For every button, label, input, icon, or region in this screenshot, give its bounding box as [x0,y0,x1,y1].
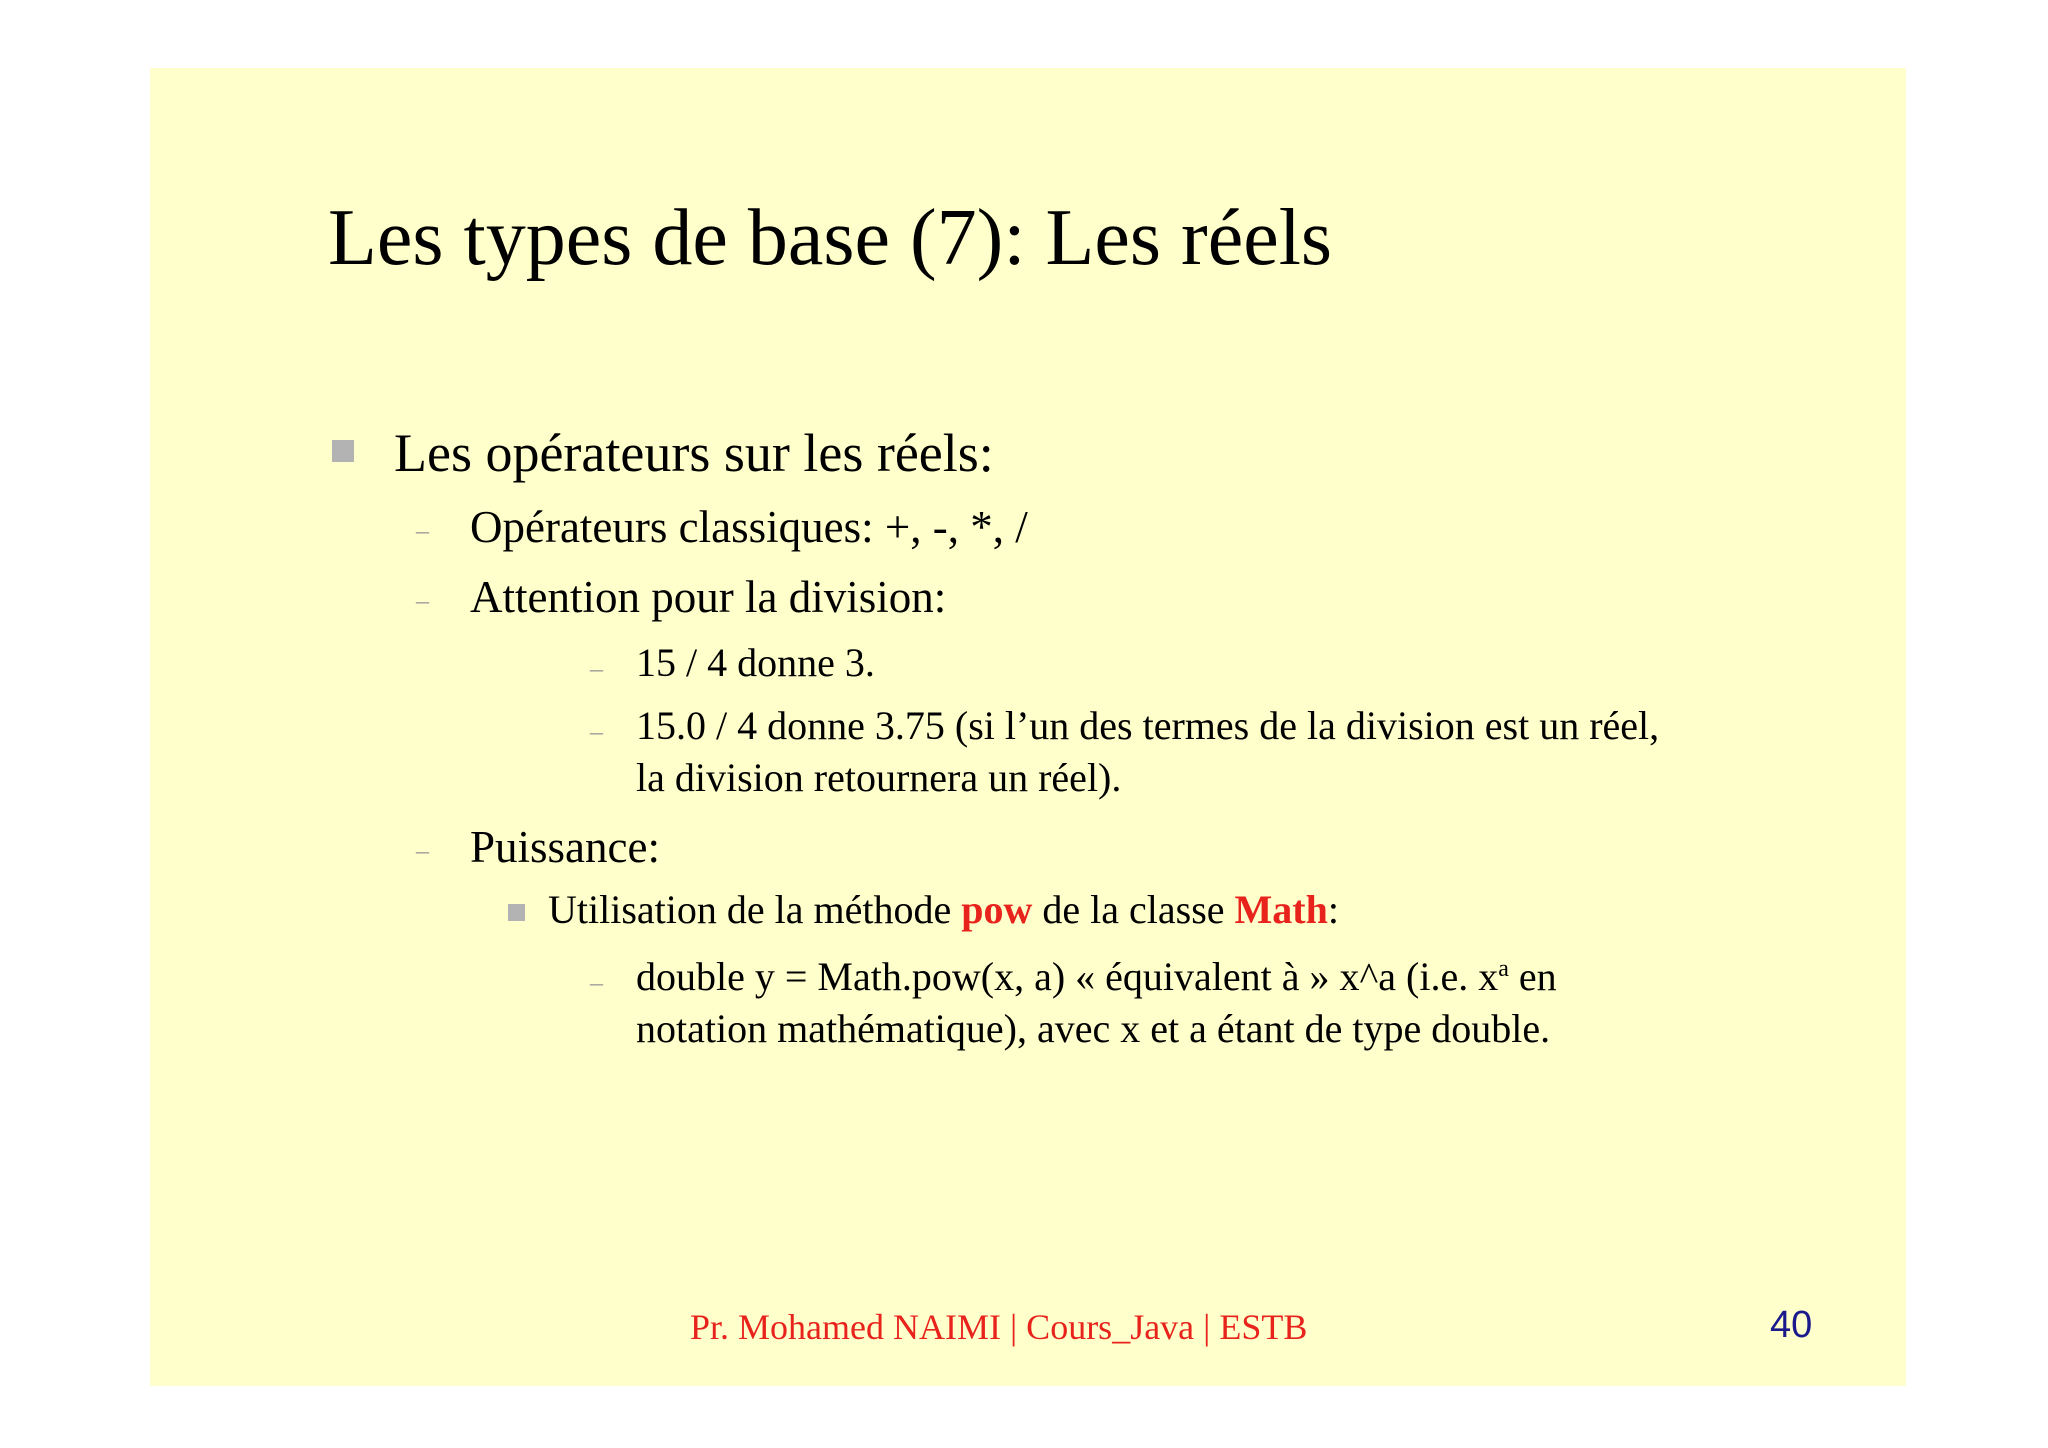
keyword-math: Math [1234,887,1328,932]
dash-bullet-icon: – [416,516,429,545]
power-example-line1-pre: double y = Math.pow(x, a) « équivalent à » x^a (i.e. x [636,954,1499,999]
division-example-1-text: 15 / 4 donne 3. [636,640,875,685]
sub-item-operators-text: Opérateurs classiques: +, -, *, / [470,502,1028,552]
slide [150,68,1906,1386]
power-example-line1 [636,954,1557,999]
power-method-text-mid: de la classe [1032,887,1235,932]
power-method-text-post: : [1327,887,1339,932]
slide-title: Les types de base (7): Les réels [328,194,1333,282]
bullet-main-text: Les opérateurs sur les réels: [394,423,994,483]
dash-bullet-icon: – [416,586,429,615]
sub-item-power-text: Puissance: [470,822,660,872]
keyword-pow: pow [961,887,1033,932]
power-example-superscript: a [1498,956,1509,982]
dash-bullet-icon: – [416,836,429,865]
dash-bullet-icon: – [590,968,603,997]
division-example-2-line1: 15.0 / 4 donne 3.75 (si l’un des termes de la division est un réel, [636,703,1660,748]
power-method-text-pre: Utilisation de la méthode [548,887,962,932]
dash-bullet-icon: – [590,654,603,683]
page-number: 40 [1770,1304,1813,1346]
sub-item-division-text: Attention pour la division: [470,572,947,622]
footer-text: Pr. Mohamed NAIMI | Cours_Java | ESTB [690,1307,1308,1347]
dash-bullet-icon: – [590,717,603,746]
power-method-text [548,887,1339,932]
square-bullet-icon [508,904,525,921]
power-example-line1-post: en [1508,954,1557,999]
division-example-2-line2: la division retournera un réel). [636,755,1122,800]
power-example-line2: notation mathématique), avec x et a étant de type double. [636,1006,1551,1051]
square-bullet-icon [332,440,354,462]
